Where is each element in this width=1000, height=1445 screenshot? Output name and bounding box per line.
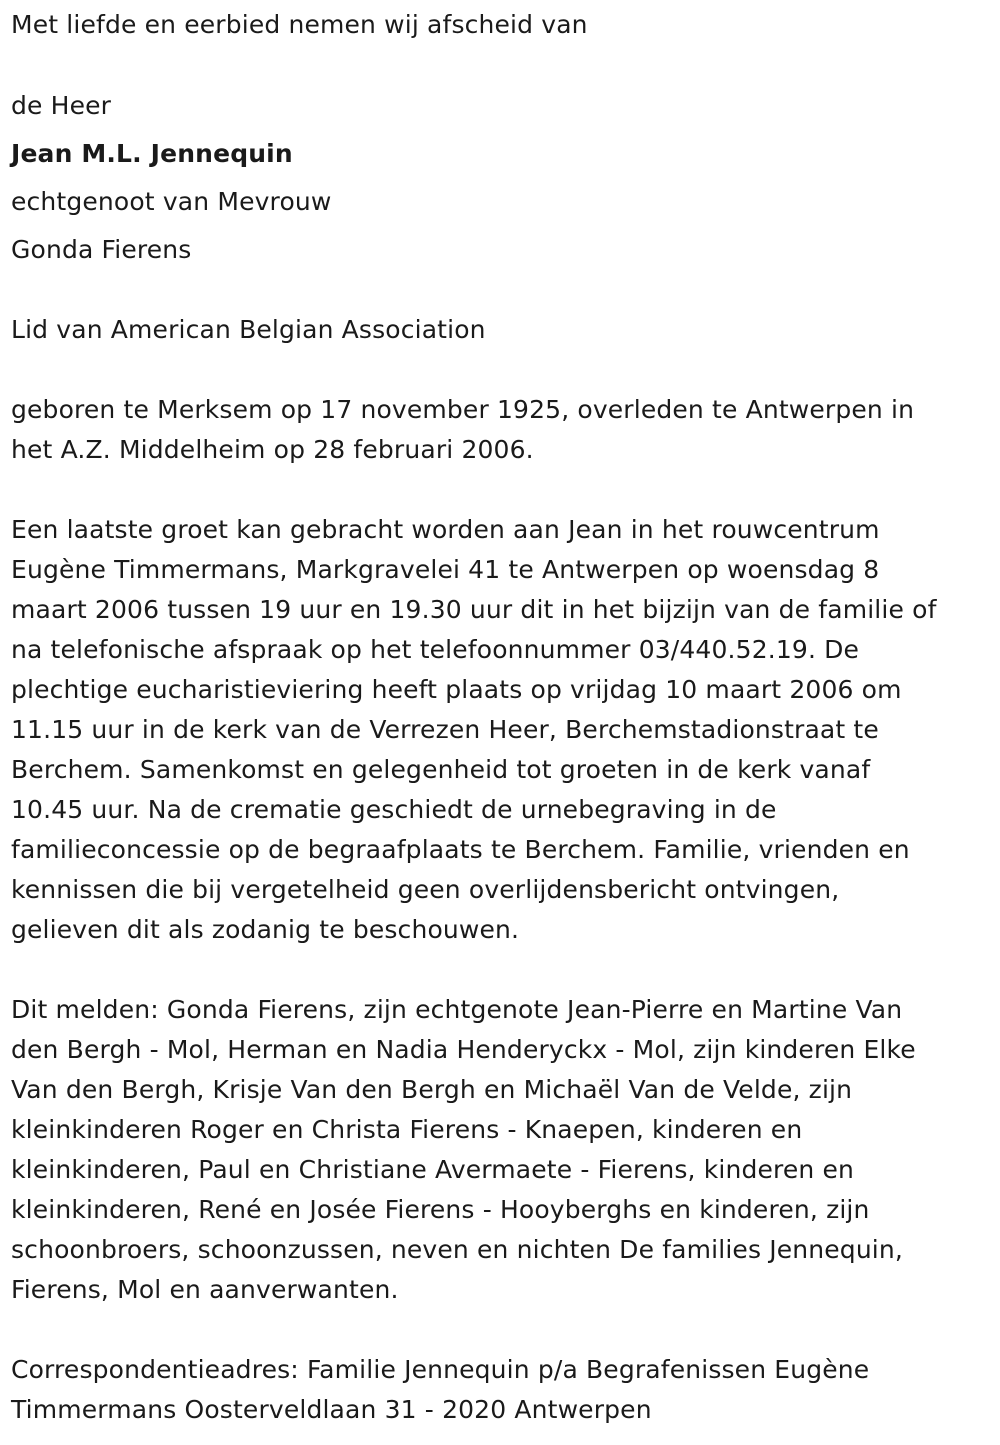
paragraph-line: kennissen die bij vergetelheid geen overlijdensbericht ontvingen,: [11, 875, 840, 904]
paragraph-line: het A.Z. Middelheim op 28 februari 2006.: [11, 435, 534, 464]
paragraph-line: 10.45 uur. Na de crematie geschiedt de urnebegraving in de: [11, 795, 777, 824]
paragraph-line: Eugène Timmermans, Markgravelei 41 te Antwerpen op woensdag 8: [11, 555, 880, 584]
paragraph-line: gelieven dit als zodanig te beschouwen.: [11, 915, 520, 944]
announcers-paragraph: [11, 990, 916, 1310]
farewell-paragraph: [11, 510, 937, 950]
paragraph-line: Een laatste groet kan gebracht worden aan Jean in het rouwcentrum: [11, 515, 880, 544]
paragraph-line: plechtige eucharistieviering heeft plaats op vrijdag 10 maart 2006 om: [11, 675, 902, 704]
paragraph-line: 11.15 uur in de kerk van de Verrezen Heer, Berchemstadionstraat te: [11, 715, 879, 744]
spouse-label: echtgenoot van Mevrouw: [11, 187, 332, 216]
paragraph-line: familieconcessie op de begraafplaats te Berchem. Familie, vrienden en: [11, 835, 910, 864]
paragraph-line: Van den Bergh, Krisje Van den Bergh en Michaël Van de Velde, zijn: [11, 1075, 853, 1104]
paragraph-line: kleinkinderen Roger en Christa Fierens - Knaepen, kinderen en: [11, 1115, 803, 1144]
paragraph-line: schoonbroers, schoonzussen, neven en nichten De families Jennequin,: [11, 1235, 903, 1264]
honorific-title: de Heer: [11, 91, 112, 120]
intro-text: Met liefde en eerbied nemen wij afscheid van: [11, 10, 588, 39]
paragraph-line: Fierens, Mol en aanverwanten.: [11, 1275, 399, 1304]
paragraph-line: Correspondentieadres: Familie Jennequin p/a Begrafenissen Eugène: [11, 1355, 870, 1384]
paragraph-line: kleinkinderen, René en Josée Fierens - Hooyberghs en kinderen, zijn: [11, 1195, 870, 1224]
paragraph-line: Timmermans Oosterveldlaan 31 - 2020 Antwerpen: [11, 1395, 652, 1424]
correspondence-address: [11, 1350, 869, 1430]
spouse-name: Gonda Fierens: [11, 235, 192, 264]
paragraph-line: geboren te Merksem op 17 november 1925, overleden te Antwerpen in: [11, 395, 915, 424]
birth-death-paragraph: [11, 390, 914, 470]
deceased-name: Jean M.L. Jennequin: [11, 139, 293, 168]
paragraph-line: den Bergh - Mol, Herman en Nadia Henderyckx - Mol, zijn kinderen Elke: [11, 1035, 916, 1064]
paragraph-line: na telefonische afspraak op het telefoonnummer 03/440.52.19. De: [11, 635, 860, 664]
paragraph-line: Berchem. Samenkomst en gelegenheid tot groeten in de kerk vanaf: [11, 755, 871, 784]
paragraph-line: kleinkinderen, Paul en Christiane Avermaete - Fierens, kinderen en: [11, 1155, 855, 1184]
paragraph-line: maart 2006 tussen 19 uur en 19.30 uur dit in het bijzijn van de familie of: [11, 595, 937, 624]
paragraph-line: Dit melden: Gonda Fierens, zijn echtgenote Jean-Pierre en Martine Van: [11, 995, 903, 1024]
membership-text: Lid van American Belgian Association: [11, 315, 486, 344]
